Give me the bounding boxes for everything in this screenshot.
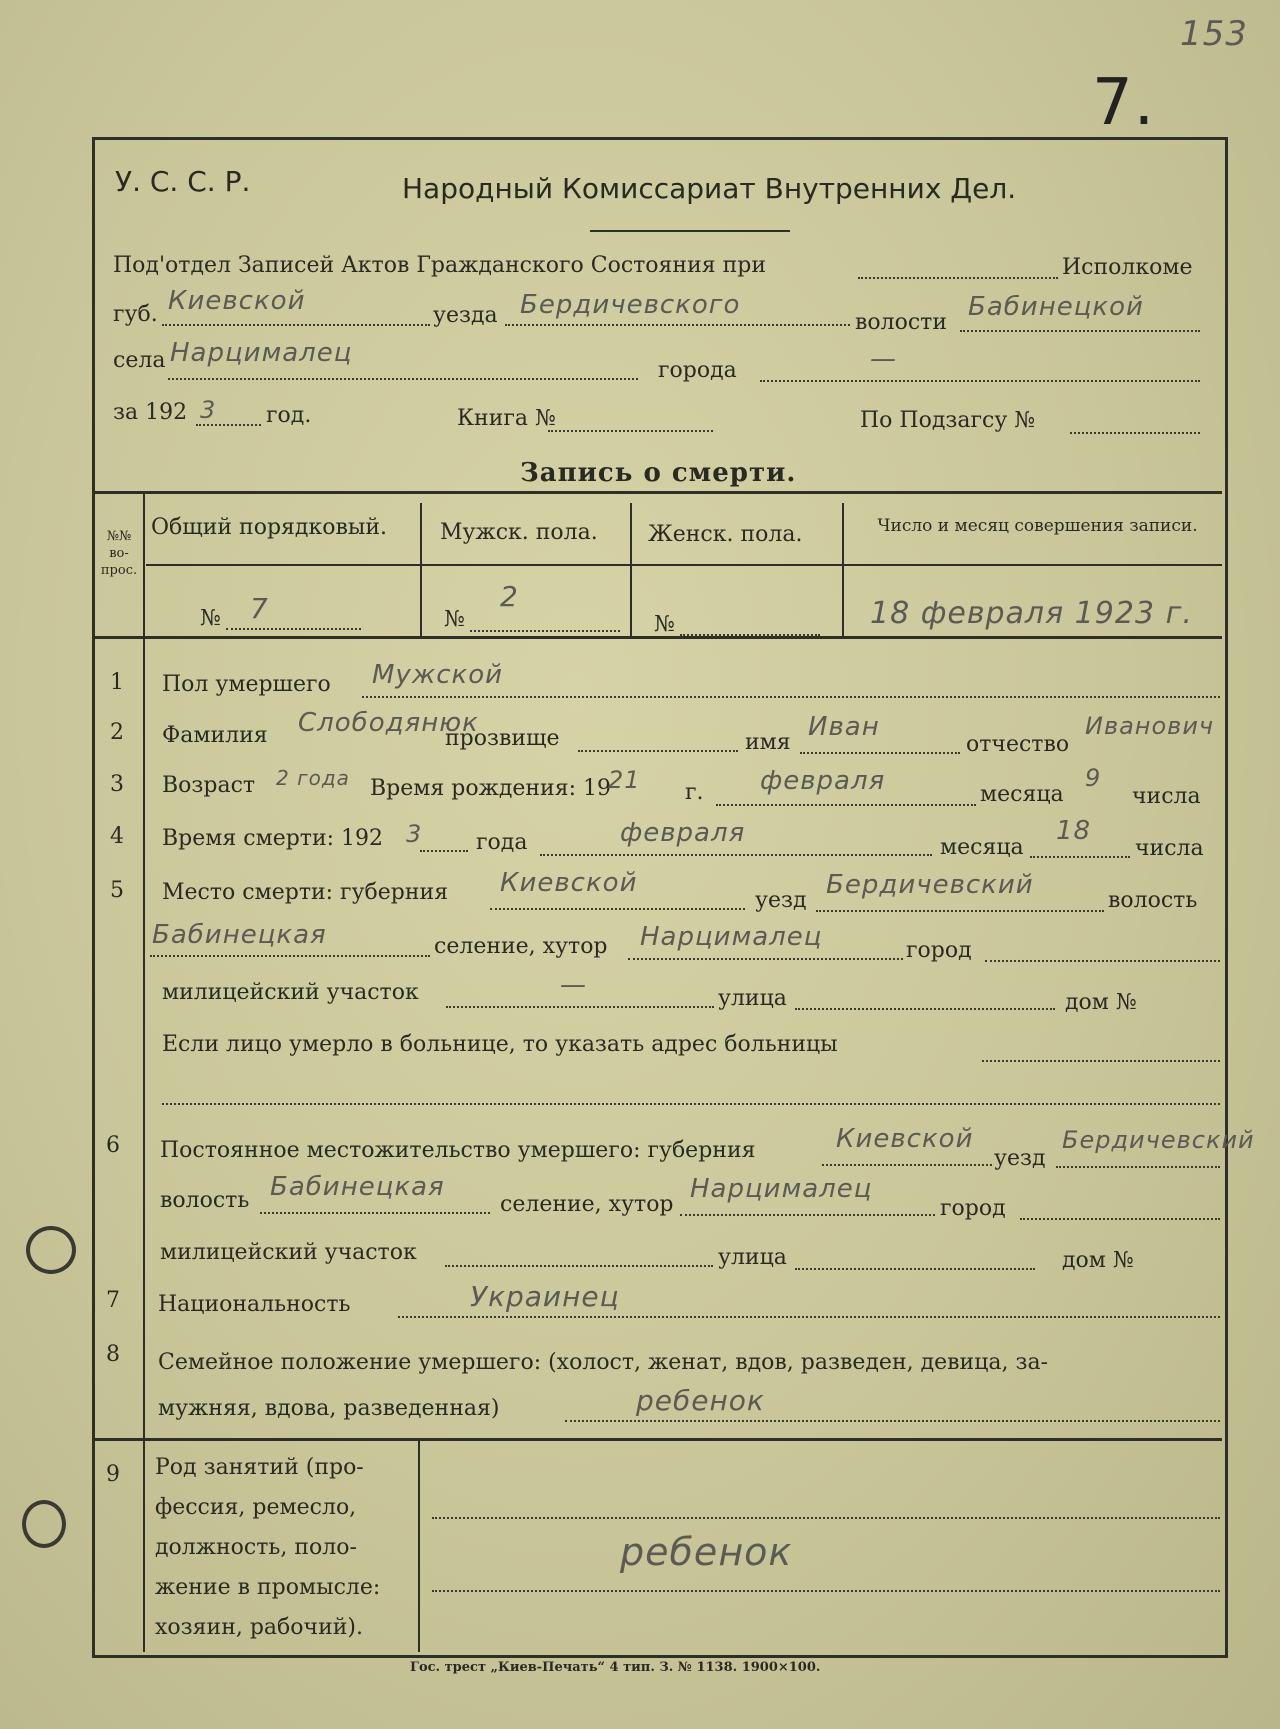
dotted-line — [680, 634, 820, 636]
dotted-line — [162, 324, 430, 326]
dotted-line — [628, 958, 903, 960]
q4-label: Время смерти: 192 — [162, 826, 384, 851]
q6-label: Постоянное местожительство умершего: губерния — [160, 1138, 756, 1163]
q5-gub: Киевской — [500, 868, 638, 898]
dotted-line — [985, 960, 1220, 962]
dotted-line — [1070, 432, 1200, 434]
archive-page-number: 153 — [1180, 14, 1248, 54]
q2-name-value: Иван — [808, 712, 880, 742]
q5-house-label: дом № — [1065, 990, 1137, 1015]
dotted-line — [260, 1212, 490, 1214]
punch-hole — [22, 1500, 66, 1548]
uezd-value: Бердичевского — [520, 290, 741, 320]
q5-uezd-label: уезд — [755, 888, 807, 913]
q3-birth-day: 9 — [1085, 764, 1102, 792]
dotted-line — [800, 752, 960, 754]
q4-month-label: месяца — [940, 835, 1024, 860]
dotted-line — [982, 1060, 1220, 1062]
dotted-line — [1056, 1166, 1220, 1168]
q3-birth-label: Время рождения: 19 — [370, 776, 611, 801]
q6-street-label: улица — [718, 1245, 787, 1270]
q5-street-label: улица — [718, 986, 787, 1011]
podzags-label: По Подзагсу № — [860, 408, 1036, 433]
selo-label: села — [113, 348, 166, 373]
uezd-label: уезда — [433, 303, 498, 328]
record-title: Запись о смерти. — [520, 458, 797, 488]
row9-divider — [418, 1440, 420, 1652]
q9-label-2: фессия, ремесло, — [155, 1495, 357, 1520]
q2-patron-label: отчество — [966, 732, 1070, 757]
q2-number: 2 — [110, 720, 124, 745]
q6-militia-label: милицейский участок — [160, 1240, 417, 1265]
dotted-line — [150, 955, 430, 957]
q5-militia-label: милицейский участок — [162, 980, 419, 1005]
dotted-line — [760, 380, 1200, 382]
dotted-line — [470, 630, 620, 632]
q4-year: 3 — [406, 820, 423, 848]
q9-number: 9 — [106, 1462, 120, 1487]
dotted-line — [432, 1590, 1220, 1592]
general-number-value: 7 — [250, 592, 269, 625]
q3-month-label: месяца — [980, 782, 1064, 807]
q6-uezd-label: уезд — [994, 1146, 1046, 1171]
q7-number: 7 — [106, 1288, 120, 1313]
q3-birth-month: февраля — [760, 766, 886, 796]
dotted-line — [960, 330, 1200, 332]
male-header: Мужск. пола. — [440, 520, 598, 545]
q3-age-value: 2 года — [276, 766, 350, 790]
volost-label: волости — [855, 310, 948, 335]
q9-label-3: должность, поло- — [155, 1535, 357, 1560]
punch-hole — [26, 1226, 76, 1274]
q8-value: ребенок — [636, 1384, 765, 1417]
dotted-line — [795, 1008, 1055, 1010]
date-value: 18 февраля 1923 г. — [870, 596, 1193, 631]
q5-volost: Бабинецкая — [152, 920, 327, 950]
q5-selenie-label: селение, хутор — [434, 934, 608, 959]
god-label: год. — [266, 403, 312, 428]
dotted-line — [490, 908, 745, 910]
gub-label: губ. — [113, 302, 158, 327]
col-divider — [420, 503, 422, 638]
q5-selenie: Нарцималец — [640, 922, 823, 952]
q2-name-label: имя — [745, 730, 791, 755]
row9-top-rule — [95, 1438, 1222, 1441]
dotted-line — [446, 1006, 714, 1008]
q9-value: ребенок — [620, 1530, 793, 1574]
q4-day-label: числа — [1135, 836, 1204, 861]
q4-month: февраля — [620, 818, 746, 848]
dotted-line — [162, 1103, 1220, 1105]
header-rule — [590, 230, 790, 232]
dotted-line — [420, 850, 468, 852]
dotted-line — [445, 1265, 713, 1267]
q5-uezd: Бердичевский — [826, 870, 1034, 900]
q2-patron-value: Иванович — [1085, 712, 1215, 740]
q4-year-label: года — [476, 830, 528, 855]
q8-number: 8 — [106, 1342, 120, 1367]
gorod-label: города — [658, 358, 737, 383]
header-mid-rule — [146, 564, 1222, 566]
gub-value: Киевской — [168, 286, 306, 316]
volost-value: Бабинецкой — [968, 292, 1144, 322]
q8-label-line1: Семейное положение умершего: (холост, женат, вдов, разведен, девица, за- — [158, 1350, 1049, 1375]
q4-day: 18 — [1056, 816, 1092, 846]
book-label: Книга № — [457, 406, 556, 431]
q5-volost-label: волость — [1108, 888, 1198, 913]
dotted-line — [196, 424, 261, 426]
q1-number: 1 — [110, 670, 124, 695]
q2-nick-label: прозвище — [445, 726, 560, 751]
dotted-line — [548, 430, 713, 432]
selo-value: Нарцималец — [170, 338, 353, 368]
general-number-header: Общий порядковый. — [151, 515, 388, 540]
dotted-line — [398, 1316, 1220, 1318]
q9-label-1: Род занятий (про- — [155, 1455, 364, 1480]
dotted-line — [795, 1268, 1035, 1270]
q3-day-label: числа — [1132, 784, 1201, 809]
male-number-value: 2 — [500, 580, 519, 613]
table-top-rule — [95, 491, 1222, 494]
dotted-line — [505, 324, 850, 326]
q3-number: 3 — [110, 772, 124, 797]
number-column-divider — [143, 638, 145, 1438]
dotted-line — [816, 910, 1104, 912]
q2-surname-value: Слободянюк — [298, 708, 479, 738]
dotted-line — [226, 628, 361, 630]
dotted-line — [1030, 856, 1130, 858]
male-no-sign: № — [444, 607, 465, 632]
year-value: 3 — [200, 396, 217, 424]
executive-label: Исполкоме — [1062, 255, 1193, 280]
col-divider — [143, 493, 145, 638]
dotted-line — [565, 1420, 1220, 1422]
q1-value: Мужской — [372, 660, 504, 690]
q6-selenie-label: селение, хутор — [500, 1192, 674, 1217]
q3-g-label: г. — [685, 780, 704, 805]
col-divider — [630, 503, 632, 638]
q1-label: Пол умершего — [162, 672, 331, 697]
q6-selenie: Нарцималец — [690, 1174, 873, 1204]
country: У. С. С. Р. — [115, 165, 251, 198]
dotted-line — [1020, 1218, 1220, 1220]
q2-surname-label: Фамилия — [162, 723, 268, 748]
question-number-header: №№ во-прос. — [100, 529, 138, 578]
female-header: Женск. пола. — [648, 522, 803, 547]
q3-age-label: Возраст — [162, 773, 256, 798]
q6-gub: Киевской — [836, 1124, 974, 1154]
q4-number: 4 — [110, 824, 124, 849]
printer-footer: Гос. трест „Киев-Печать“ 4 тип. З. № 1138. 1900×100. — [410, 1660, 821, 1675]
q5-militia: — — [560, 970, 587, 1000]
q5-label: Место смерти: губерния — [162, 880, 449, 905]
q6-house-label: дом № — [1062, 1248, 1134, 1273]
q5-hospital-label: Если лицо умерло в больнице, то указать адрес больницы — [162, 1032, 838, 1057]
q9-label-4: жение в промысле: — [155, 1575, 381, 1600]
dotted-line — [680, 1214, 935, 1216]
q3-birth-year: 21 — [608, 766, 641, 794]
number-column-divider — [143, 1440, 145, 1652]
general-no-sign: № — [200, 606, 221, 631]
dotted-line — [362, 696, 1220, 698]
q6-volost-label: волость — [160, 1188, 250, 1213]
col-divider — [842, 503, 844, 638]
q6-number: 6 — [106, 1133, 120, 1158]
q5-number: 5 — [110, 878, 124, 903]
year-label: за 192 — [113, 400, 188, 425]
q8-label-line2: мужняя, вдова, разведенная) — [158, 1396, 500, 1421]
sheet-number: 7. — [1092, 66, 1156, 140]
q7-label: Национальность — [158, 1292, 351, 1317]
dotted-line — [432, 1517, 1220, 1519]
q9-label-5: хозяин, рабочий). — [155, 1615, 363, 1640]
q6-gorod-label: город — [940, 1196, 1006, 1221]
dotted-line — [822, 1164, 992, 1166]
dotted-line — [168, 378, 638, 380]
q7-value: Украинец — [470, 1280, 620, 1313]
ministry-title: Народный Комиссариат Внутренних Дел. — [402, 172, 1017, 205]
q6-volost: Бабинецкая — [270, 1172, 445, 1202]
dotted-line — [578, 750, 738, 752]
dotted-line — [716, 804, 976, 806]
q6-uezd: Бердичевский — [1062, 1126, 1255, 1154]
dotted-line — [858, 277, 1058, 279]
subdept-label: Под'отдел Записей Актов Гражданского Состояния при — [113, 253, 767, 278]
dotted-line — [540, 854, 932, 856]
q5-gorod-label: город — [906, 938, 972, 963]
gorod-value: — — [870, 344, 897, 374]
date-header: Число и месяц совершения записи. — [877, 516, 1198, 536]
female-no-sign: № — [654, 612, 675, 637]
